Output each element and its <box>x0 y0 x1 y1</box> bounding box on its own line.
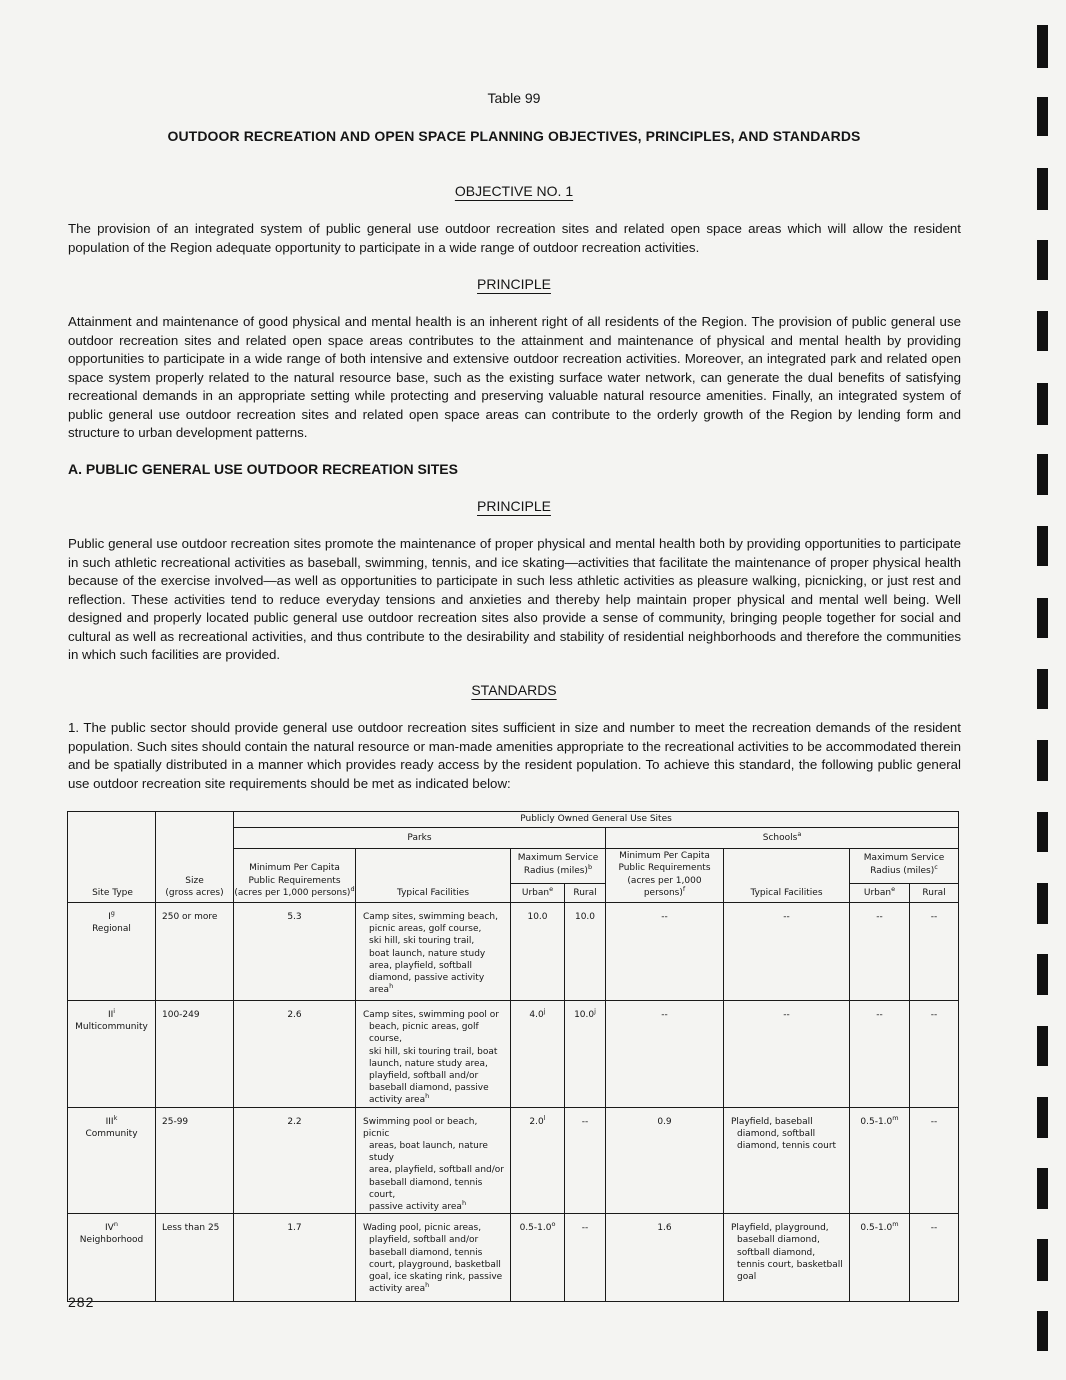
parks-header: Parks <box>234 828 606 849</box>
margin-bar <box>1037 168 1048 210</box>
facility-line: -- <box>783 912 790 922</box>
school-facilities-cell <box>724 1214 850 1302</box>
footnote-mark: h <box>425 1092 430 1101</box>
facility-line: baseball diamond, passive <box>369 1083 489 1094</box>
size-value: Less than 25 <box>162 1223 220 1234</box>
park-rural-value: -- <box>581 1116 589 1127</box>
site-type-roman <box>68 1113 155 1128</box>
school-min-value: 1.6 <box>657 1223 672 1234</box>
park-rural-cell <box>565 1214 606 1302</box>
facility-line: picnic areas, golf course, <box>369 924 482 935</box>
footnote-mark: j <box>543 1007 546 1015</box>
margin-bar <box>1037 598 1048 638</box>
facility-line: beach, picnic areas, golf course, <box>369 1022 479 1045</box>
col-urban-label: Urban <box>863 887 892 898</box>
park-rural-cell <box>565 1001 606 1108</box>
school-min-value: 0.9 <box>657 1116 672 1127</box>
margin-bar <box>1037 311 1048 351</box>
school-urban-cell <box>850 1001 910 1108</box>
principle-text: Public general use outdoor recreation sites promote the maintenance of proper physical and mental health both by providing opportunities to participate in such athletic recreational activities as baseball, swimming, tennis, and ice skating—activities that facilitate the maintenance of proper physical health because of the exercise involved—as well as opportunities to participate in such less athletic activities as pleasure walking, picnicking, or just rest and reflection. These activities tend to reduce everyday tensions and anxieties and thereby help maintain proper physical and mental well being. Well designed and properly located public general use outdoor recreation sites also provide a sense of community, bringing people together for social and cultural as well as recreational activities, and thus contribute to the desirability and stability of residential neighborhoods and therefore the communities in which such facilities are provided. <box>68 536 961 662</box>
footnote-mark: m <box>892 1113 899 1122</box>
footnote-mark: n <box>113 1220 118 1229</box>
group-header: Publicly Owned General Use Sites <box>234 812 959 828</box>
facility-line: boat launch, nature study <box>369 948 486 959</box>
footnote-mark: k <box>113 1113 118 1122</box>
footnote-mark: d <box>350 884 355 893</box>
margin-bar <box>1037 1168 1048 1209</box>
margin-bar <box>1037 526 1048 566</box>
school-min-cell <box>606 1214 724 1302</box>
facility-line: tennis court, basketball <box>737 1259 843 1270</box>
col-school-facilities: Typical Facilities <box>724 849 850 903</box>
facility-line: court, playground, basketball <box>369 1259 501 1270</box>
facility-line: -- <box>783 1010 790 1020</box>
page-title: OUTDOOR RECREATION AND OPEN SPACE PLANNING OBJECTIVES, PRINCIPLES, AND STANDARDS <box>167 128 861 144</box>
facility-line: playfield, softball and/or <box>369 1071 479 1082</box>
table-row <box>68 903 959 1001</box>
facility-line: area$^h$ <box>369 982 394 996</box>
margin-bar <box>1037 883 1048 924</box>
site-type-cell <box>68 1214 156 1302</box>
facility-line: areas, boat launch, nature study <box>369 1141 488 1164</box>
park-min-cell <box>234 1107 356 1214</box>
park-urban-cell <box>511 1001 565 1108</box>
site-type-numeral: II <box>107 1010 114 1020</box>
facility-line: Camp sites, swimming beach, <box>363 912 498 922</box>
site-type-roman <box>68 1222 155 1234</box>
col-urban-label: Urban <box>521 887 550 898</box>
footnote-mark: i <box>113 1007 116 1015</box>
facility-line: Playfield, baseball <box>731 1116 813 1127</box>
park-min-cell <box>234 1214 356 1302</box>
footnote-mark: h <box>389 982 394 991</box>
facility-line: area, playfield, softball and/or <box>369 1165 504 1176</box>
objective-heading-text: OBJECTIVE NO. 1 <box>454 183 574 199</box>
facility-line: area, playfield, softball <box>369 960 472 971</box>
col-size-line: Size <box>185 875 204 886</box>
site-type-roman <box>68 1009 155 1021</box>
park-facilities-cell <box>356 1001 511 1108</box>
school-rural-value: -- <box>930 1223 938 1234</box>
park-urban-value: 2.0 <box>529 1116 544 1127</box>
standards-heading-text: STANDARDS <box>471 682 557 698</box>
school-rural-cell <box>910 1214 959 1302</box>
site-type-numeral: IV <box>105 1223 114 1234</box>
margin-bar <box>1037 454 1048 495</box>
site-type-numeral: III <box>105 1116 114 1127</box>
col-park-facilities: Typical Facilities <box>356 849 511 903</box>
school-urban-value: 0.5-1.0 <box>860 1116 893 1127</box>
margin-bar <box>1037 240 1048 280</box>
facility-line: passive activity area$^h$ <box>369 1199 467 1213</box>
col-min-line: Minimum Per Capita <box>249 863 340 874</box>
margin-bar <box>1037 97 1048 136</box>
site-type-numeral: I <box>108 912 111 922</box>
col-school-rural: Rural <box>910 884 959 903</box>
footnote-mark: h <box>461 1199 467 1208</box>
facility-line: softball diamond, <box>737 1247 816 1258</box>
park-min-value: 1.7 <box>287 1223 302 1234</box>
school-min-cell <box>606 1001 724 1108</box>
table-row <box>68 1001 959 1108</box>
school-urban-cell <box>850 903 910 1001</box>
standards-text: 1. The public sector should provide general use outdoor recreation sites sufficient in size and number to meet the recreation demands of the resident population. Such sites should contain the natural resource or man-made amenities appropriate to the recreational activities to be accommodated therein and be spatially distributed in a manner which provides ready access by the resident population. To achieve this standard, the following public general use outdoor recreation site requirements should be met as indicated below: <box>68 720 961 791</box>
table-row <box>68 1214 959 1302</box>
park-facilities-cell <box>356 1107 511 1214</box>
school-rural-cell <box>910 1107 959 1214</box>
size-value: 250 or more <box>162 912 218 922</box>
size-cell <box>156 1001 234 1108</box>
facility-line: Playfield, playground, <box>731 1223 829 1234</box>
col-size <box>156 812 234 903</box>
size-cell <box>156 903 234 1001</box>
facility-line: diamond, tennis court <box>737 1141 837 1152</box>
park-urban-value: 0.5-1.0 <box>519 1223 552 1234</box>
facility-line: Wading pool, picnic areas, <box>363 1223 482 1234</box>
facility-line: goal <box>737 1272 757 1283</box>
col-site-type <box>68 812 156 903</box>
school-rural-cell <box>910 1001 959 1108</box>
facility-line: activity area$^h$ <box>369 1281 430 1295</box>
size-cell <box>156 1107 234 1214</box>
table-row <box>68 1107 959 1214</box>
school-rural-value: -- <box>930 1010 938 1020</box>
school-urban-value: 0.5-1.0 <box>860 1223 893 1234</box>
facility-line: baseball diamond, tennis court, <box>369 1177 483 1200</box>
col-school-urban <box>850 884 910 903</box>
col-school-min <box>606 849 724 903</box>
park-rural-value: 10.0 <box>574 912 596 922</box>
col-site-type-label: Site Type <box>92 887 133 898</box>
footnote-mark: c <box>934 862 938 871</box>
col-min-line: (acres per 1,000 persons) <box>627 875 702 898</box>
site-type-name: Multicommunity <box>75 1022 148 1033</box>
park-min-value: 2.6 <box>287 1010 302 1020</box>
facility-line: baseball diamond, <box>737 1235 820 1246</box>
col-school-radius <box>850 849 959 884</box>
site-type-name: Regional <box>92 924 131 935</box>
footnote-mark: j <box>594 1007 596 1015</box>
size-value: 100-249 <box>162 1010 200 1020</box>
school-urban-value: -- <box>876 912 883 922</box>
park-urban-cell <box>511 1214 565 1302</box>
margin-bar <box>1037 1097 1048 1138</box>
footnote-mark: m <box>892 1220 899 1229</box>
park-rural-value: -- <box>581 1223 589 1234</box>
footnote-mark: e <box>891 884 896 893</box>
col-min-line: Public Requirements <box>618 863 711 874</box>
park-urban-cell <box>511 1107 565 1214</box>
facility-line: goal, ice skating rink, passive <box>369 1272 503 1283</box>
margin-bar <box>1037 812 1048 852</box>
site-type-cell <box>68 903 156 1001</box>
school-min-value: -- <box>661 912 668 922</box>
school-facilities-cell <box>724 903 850 1001</box>
site-type-name: Community <box>85 1128 138 1139</box>
school-rural-value: -- <box>930 912 938 922</box>
facility-line: playfield, softball and/or <box>369 1235 479 1246</box>
table-label: Table 99 <box>487 90 541 106</box>
park-rural-cell <box>565 1107 606 1214</box>
site-type-cell <box>68 1107 156 1214</box>
school-urban-cell <box>850 1214 910 1302</box>
school-min-value: -- <box>661 1010 668 1020</box>
facility-line: activity area$^h$ <box>369 1092 430 1106</box>
principle-heading-text: PRINCIPLE <box>477 276 551 292</box>
col-size-line: (gross acres) <box>165 887 224 898</box>
margin-bar <box>1037 1311 1048 1351</box>
site-type-name: Neighborhood <box>79 1235 144 1246</box>
principle-text: Attainment and maintenance of good physical and mental health is an inherent right of all residents of the Region. The provision of public general use outdoor recreation sites and related open space areas contributes to the attainment and maintenance of physical and mental health by providing opportunities to participate in a wide range of both intensive and extensive outdoor recreation activities. Moreover, an integrated park and related open space system properly related to the natural resource base, such as the existing surface water network, can generate the dual benefits of satisfying recreational demands in an appropriate setting while protecting and preserving valuable natural resource amenities. Finally, an integrated system of public general use outdoor recreation sites and related open space areas can contribute to the orderly growth of the Region by lending form and structure to urban development patterns. <box>68 314 961 440</box>
principle-heading <box>68 498 960 514</box>
col-radius-line: Maximum Service <box>863 853 945 864</box>
col-min-line: Public Requirements <box>248 875 341 886</box>
site-type-cell <box>68 1001 156 1108</box>
col-park-urban <box>511 884 565 903</box>
park-facilities-cell <box>356 903 511 1001</box>
section-heading: A. PUBLIC GENERAL USE OUTDOOR RECREATION SITES <box>68 461 458 477</box>
site-type-roman <box>68 911 155 923</box>
park-min-value: 2.2 <box>287 1116 302 1127</box>
facility-line: ski hill, ski touring trail, <box>369 936 475 947</box>
school-facilities-cell <box>724 1107 850 1214</box>
col-radius-line: Radius (miles) <box>523 865 588 876</box>
footnote-mark: a <box>797 829 802 838</box>
facility-line: Swimming pool or beach, picnic <box>363 1116 478 1139</box>
park-urban-value: 10.0 <box>527 912 548 922</box>
col-park-radius <box>511 849 606 884</box>
margin-bar <box>1037 1239 1048 1281</box>
facility-line: ski hill, ski touring trail, boat <box>369 1046 498 1057</box>
school-min-cell <box>606 1107 724 1214</box>
schools-header-label: Schools <box>762 832 798 843</box>
park-urban-value: 4.0 <box>529 1010 544 1020</box>
footnote-mark: g <box>110 909 115 917</box>
park-min-cell <box>234 903 356 1001</box>
margin-bar <box>1037 954 1048 995</box>
school-urban-cell <box>850 1107 910 1214</box>
facility-line: launch, nature study area, <box>369 1058 488 1069</box>
school-rural-value: -- <box>930 1116 938 1127</box>
objective-heading <box>68 183 960 199</box>
size-cell <box>156 1214 234 1302</box>
size-value: 25-99 <box>162 1116 189 1127</box>
objective-text: The provision of an integrated system of public general use outdoor recreation sites and related open space areas which will allow the resident population of the Region adequate opportunity to participate in a wide range of outdoor recreation activities. <box>68 221 961 255</box>
margin-bar <box>1037 669 1048 709</box>
margin-bar <box>1037 1026 1048 1066</box>
footnote-mark: f <box>682 884 686 893</box>
margin-bar <box>1037 740 1048 781</box>
facility-line: diamond, passive activity <box>369 973 485 984</box>
park-facilities-cell <box>356 1214 511 1302</box>
facility-line: baseball diamond, tennis <box>369 1247 483 1258</box>
facility-line: Camp sites, swimming pool or <box>363 1010 499 1020</box>
standards-heading <box>68 682 960 698</box>
schools-header <box>606 828 959 849</box>
standards-table <box>67 811 959 1302</box>
park-min-cell <box>234 1001 356 1108</box>
facility-line: diamond, softball <box>737 1128 816 1139</box>
principle-heading <box>68 276 960 292</box>
park-min-value: 5.3 <box>287 912 302 922</box>
margin-bar <box>1037 25 1048 68</box>
col-min-line: (acres per 1,000 persons) <box>234 887 351 898</box>
margin-bar <box>1037 383 1048 425</box>
footnote-mark: h <box>425 1281 430 1290</box>
col-radius-line: Maximum Service <box>517 853 599 864</box>
footnote-mark: o <box>551 1220 556 1229</box>
school-rural-cell <box>910 903 959 1001</box>
page-number: 282 <box>68 1294 95 1310</box>
school-facilities-cell <box>724 1001 850 1108</box>
school-urban-value: -- <box>876 1010 883 1020</box>
col-park-rural: Rural <box>565 884 606 903</box>
park-urban-cell <box>511 903 565 1001</box>
footnote-mark: l <box>543 1113 546 1122</box>
park-rural-cell <box>565 903 606 1001</box>
col-radius-line: Radius (miles) <box>870 865 935 876</box>
principle-heading-text: PRINCIPLE <box>477 498 551 514</box>
school-min-cell <box>606 903 724 1001</box>
col-park-min <box>234 849 356 903</box>
footnote-mark: e <box>549 884 554 893</box>
footnote-mark: b <box>587 862 593 871</box>
col-min-line: Minimum Per Capita <box>619 851 710 862</box>
park-rural-value: 10.0 <box>574 1010 595 1020</box>
